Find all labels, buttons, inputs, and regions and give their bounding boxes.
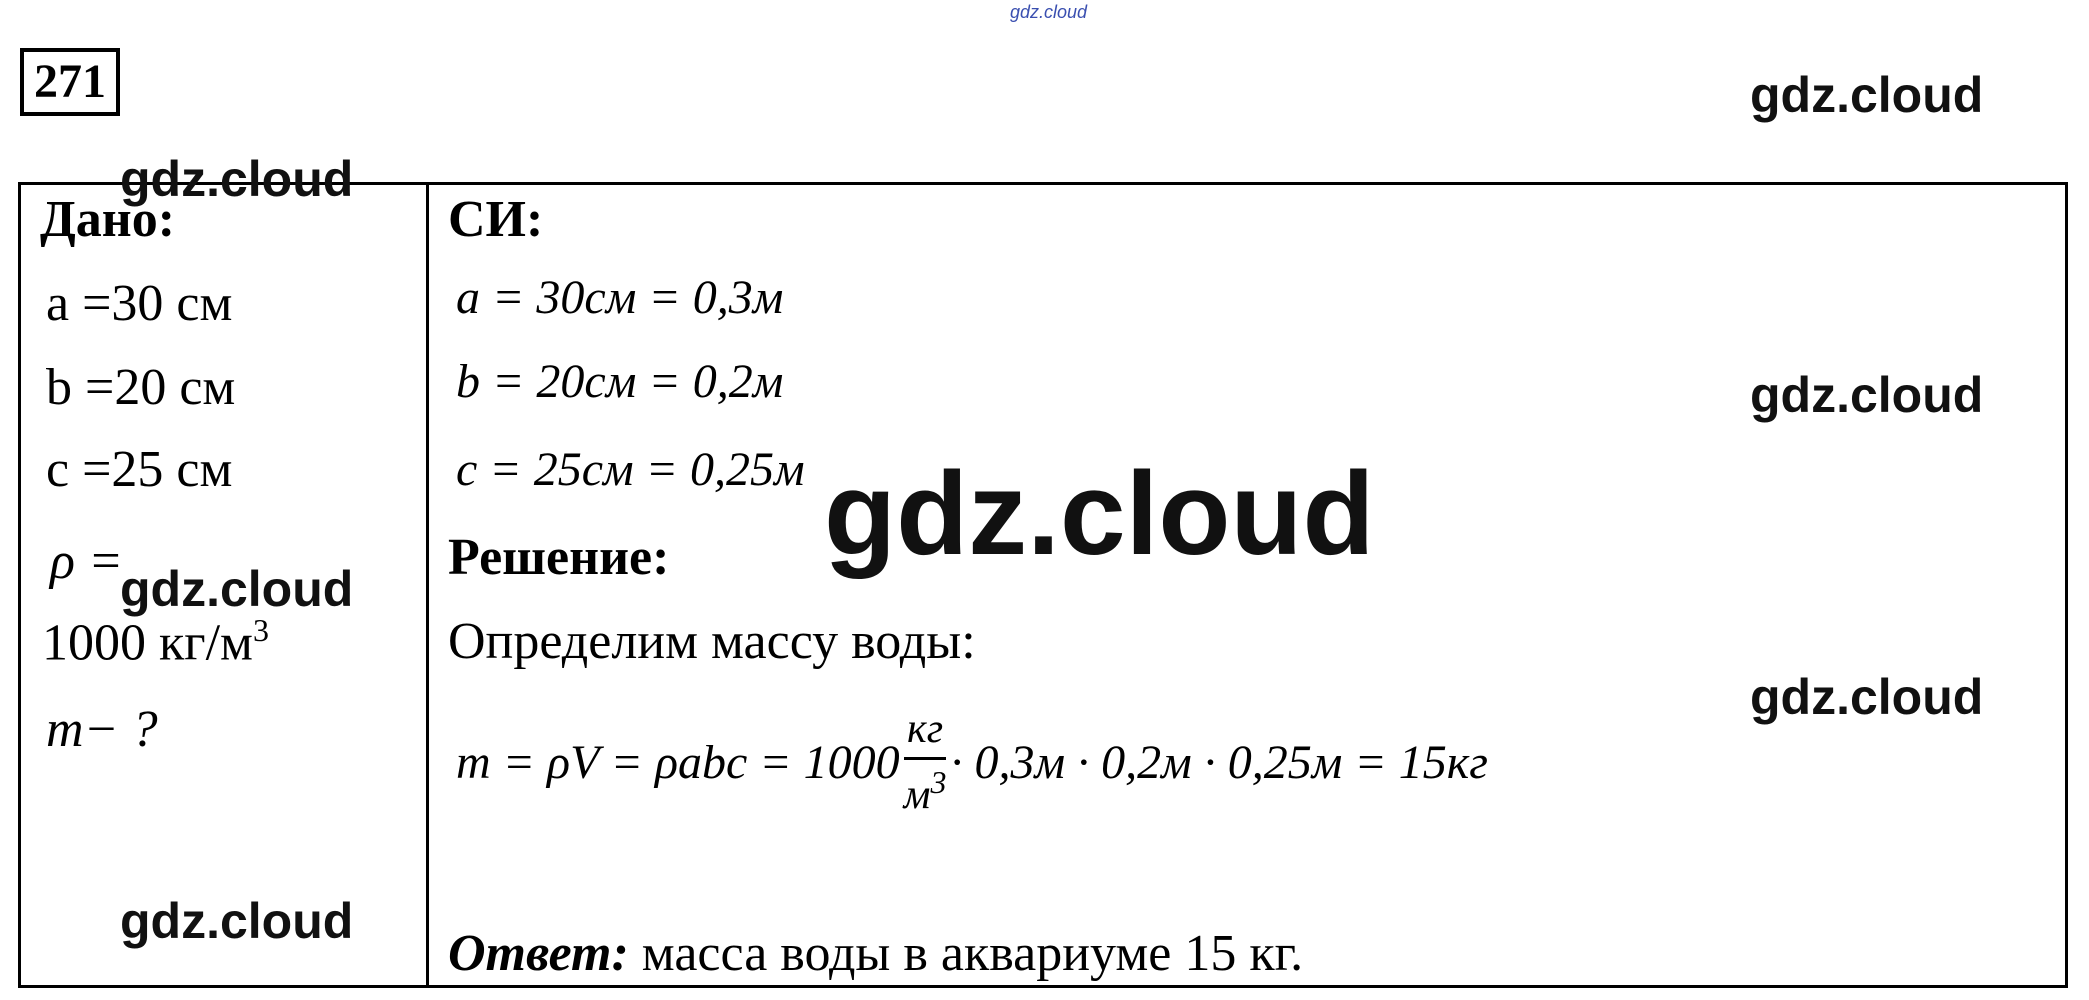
watermark-1: gdz.cloud xyxy=(1750,67,1984,123)
solution-intro: Определим массу воды: xyxy=(448,613,976,670)
problem-number: 271 xyxy=(20,48,120,116)
given-rho-symbol: ρ = xyxy=(50,533,124,590)
watermark-6: gdz.cloud xyxy=(120,893,354,949)
solution-heading: Решение: xyxy=(448,529,670,586)
formula-right: · 0,3м · 0,2м · 0,25м = 15кг xyxy=(950,735,1488,789)
fraction-numerator: кг xyxy=(907,706,944,752)
solution-formula xyxy=(456,705,1488,819)
answer-text: масса воды в аквариуме 15 кг. xyxy=(628,925,1304,982)
si-heading: СИ: xyxy=(448,191,544,248)
si-b: b = 20см = 0,2м xyxy=(456,355,784,408)
fraction-bar xyxy=(904,757,947,760)
rho-exponent: 3 xyxy=(252,612,269,648)
formula-left: m = ρV = ρabc = 1000 xyxy=(456,735,900,789)
given-b: b =20 см xyxy=(46,359,236,416)
rho-value-text: 1000 кг/м xyxy=(42,614,253,672)
watermark-4: gdz.cloud xyxy=(120,561,354,617)
si-a: a = 30см = 0,3м xyxy=(456,271,784,324)
column-divider xyxy=(426,182,429,988)
si-c: c = 25см = 0,25м xyxy=(456,443,805,496)
given-heading: Дано: xyxy=(40,191,176,248)
answer-label: Ответ: xyxy=(448,925,629,982)
given-rho-value xyxy=(42,612,269,672)
watermark-top: gdz.cloud xyxy=(1010,2,1088,22)
watermark-3: gdz.cloud xyxy=(1750,367,1984,423)
density-fraction xyxy=(904,705,947,819)
watermark-2: gdz.cloud xyxy=(120,151,354,207)
given-find: m− ? xyxy=(46,701,158,758)
given-a: a =30 см xyxy=(46,275,233,332)
watermark-center: gdz.cloud xyxy=(824,448,1375,580)
answer-line xyxy=(448,924,1303,983)
watermark-5: gdz.cloud xyxy=(1750,669,1984,725)
fraction-denominator: $м^3$ xyxy=(903,764,947,818)
given-c: c =25 см xyxy=(46,441,233,498)
